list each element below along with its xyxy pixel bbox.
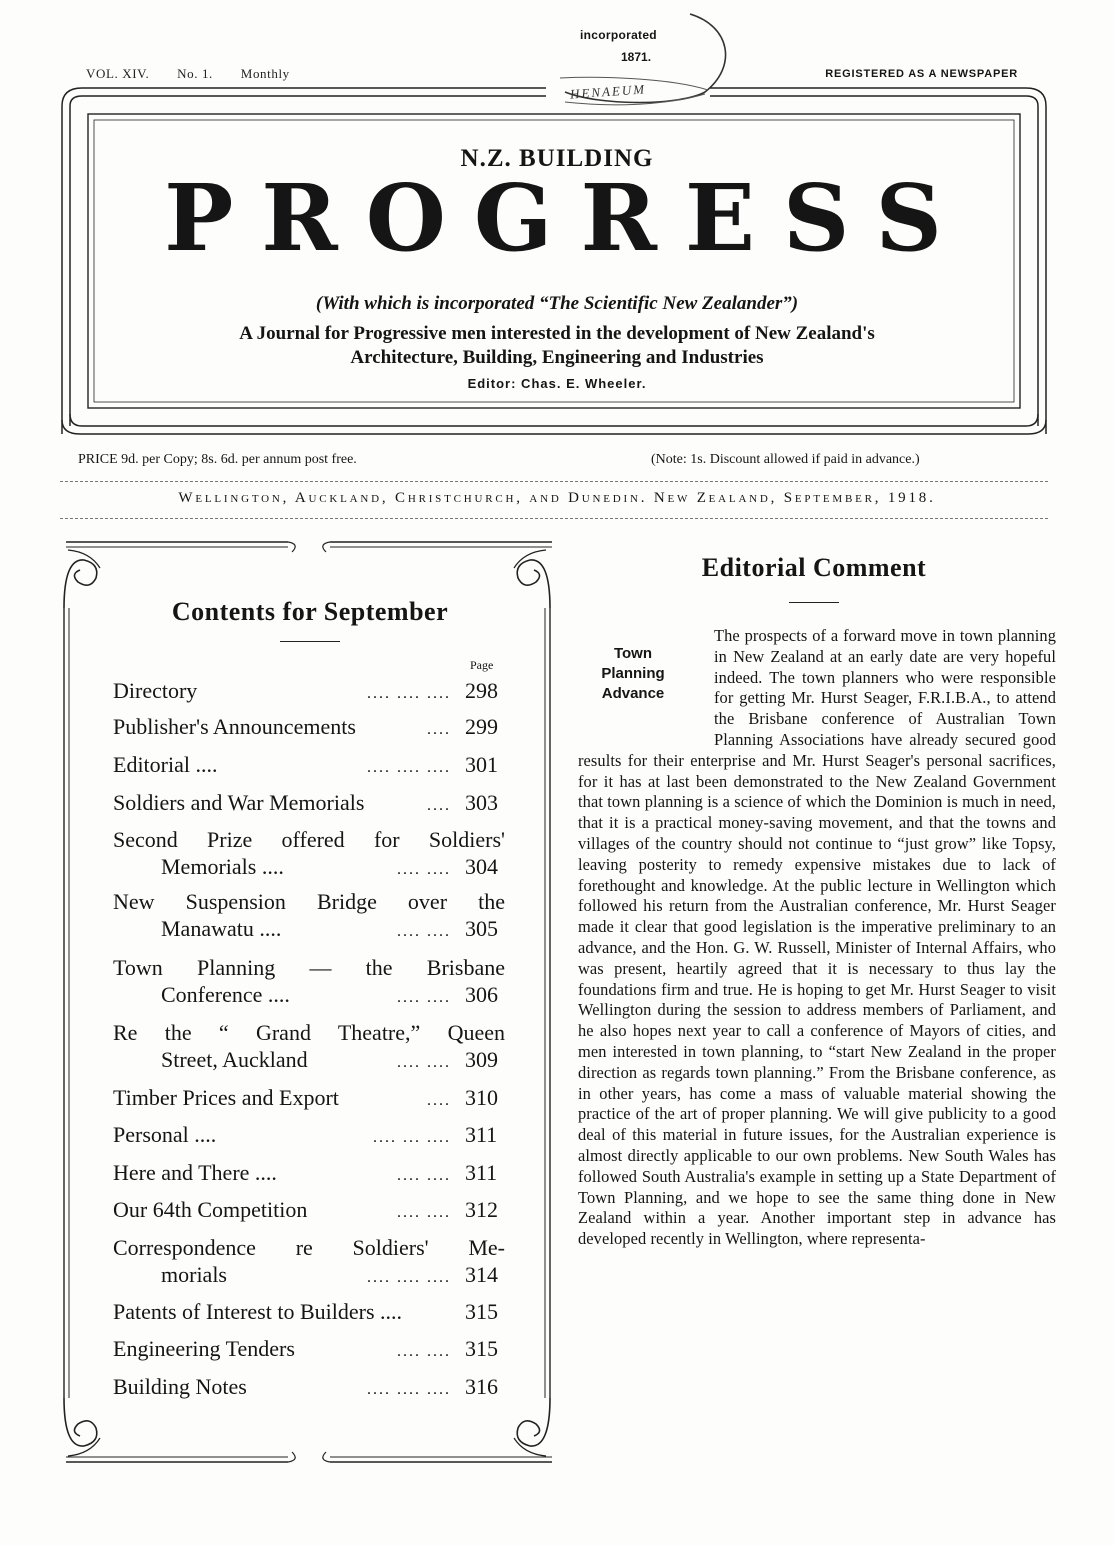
toc-item (113, 1196, 505, 1226)
toc-item (113, 677, 505, 707)
toc-item (113, 1084, 505, 1114)
toc-item (113, 751, 505, 781)
divider-top (60, 481, 1048, 482)
divider-bottom (60, 518, 1048, 519)
toc-item-title: Personal .... (113, 1122, 217, 1147)
masthead-incorporated: (With which is incorporated “The Scientific New Zealander”) (315, 293, 799, 314)
toc-item (113, 1298, 505, 1325)
toc-item-title: Editorial .... (113, 752, 218, 777)
toc-item-title: Directory (113, 678, 198, 703)
toc-item (113, 1121, 505, 1151)
side-heading-space (578, 626, 714, 730)
toc-item (113, 826, 505, 883)
toc-item (113, 1373, 505, 1403)
toc-leader-dots: .... .... (397, 1167, 451, 1184)
masthead-title: PROGRESS (164, 164, 970, 272)
toc-leader-dots: .... .... (397, 1204, 451, 1221)
toc-item-title: New Suspension Bridge over the (113, 889, 505, 914)
toc-leader-dots: .... .... (397, 989, 451, 1006)
toc-item (113, 1159, 505, 1189)
toc-item-title: Re the “ Grand Theatre,” Queen (113, 1020, 505, 1045)
toc-item-title: Patents of Interest to Builders .... (113, 1299, 403, 1324)
toc-page-number: 298 (465, 678, 498, 703)
toc-leader-dots: .... (427, 1092, 451, 1109)
contents-title: Contents for September (171, 597, 449, 626)
stamp-text-athenaeum: HENAEUM (569, 81, 647, 102)
toc-page-number: 309 (465, 1047, 498, 1072)
masthead-tagline (0, 322, 1114, 370)
toc-item-title: Building Notes (113, 1374, 247, 1399)
issue-number: No. 1. (177, 66, 213, 81)
toc-item-title: Our 64th Competition (113, 1197, 308, 1222)
registered-notice: REGISTERED AS A NEWSPAPER (825, 68, 1018, 80)
toc-item-title: Soldiers and War Memorials (113, 790, 365, 815)
toc-item (113, 1335, 505, 1365)
stamp-text-year: 1871. (621, 50, 652, 64)
toc-item (113, 888, 505, 945)
editorial-side-heading: Town Planning Advance (601, 645, 665, 702)
toc-item-title: Correspondence re Soldiers' Me- (113, 1235, 505, 1260)
toc-page-number: 306 (465, 982, 498, 1007)
toc-page-number: 305 (465, 916, 498, 941)
price-text: PRICE 9d. per Copy; 8s. 6d. per annum post free. (78, 452, 357, 467)
stamp-text-incorporated: incorporated (580, 28, 657, 42)
editorial-body (578, 626, 1056, 1250)
toc-page-number: 303 (465, 790, 498, 815)
masthead-editor: Editor: Chas. E. Wheeler. (467, 376, 647, 391)
toc-item-title: Town Planning — the Brisbane (113, 955, 505, 980)
toc-leader-dots: .... .... (397, 861, 451, 878)
toc-item-title-cont: Memorials .... (161, 854, 284, 879)
frequency: Monthly (240, 66, 290, 81)
toc-leader-dots: .... ... .... (373, 1129, 451, 1146)
toc-leader-dots: .... .... (397, 1054, 451, 1071)
toc-leader-dots: .... (427, 797, 451, 814)
toc-item-title: Engineering Tenders (113, 1336, 295, 1361)
toc-leader-dots: .... .... (397, 923, 451, 940)
toc-page-number: 299 (465, 714, 498, 739)
toc-item-title: Publisher's Announcements (113, 714, 356, 739)
toc-page-number: 311 (465, 1122, 498, 1147)
toc-leader-dots: .... .... .... (367, 759, 451, 776)
toc-leader-dots: .... .... .... (367, 685, 451, 702)
tagline-line-2: Architecture, Building, Engineering and Industries (350, 347, 764, 368)
toc-page-number: 301 (465, 752, 498, 777)
toc-page-number: 315 (465, 1299, 498, 1324)
toc-page-number: 314 (465, 1262, 498, 1287)
toc-item-title: Timber Prices and Export (113, 1085, 339, 1110)
toc-item-title-cont: Conference .... (161, 982, 290, 1007)
tagline-line-1: A Journal for Progressive men interested in the development of New Zealand's (239, 323, 875, 344)
contents-title-rule (280, 641, 340, 642)
editorial-title: Editorial Comment (701, 553, 927, 582)
toc-page-number: 312 (465, 1197, 498, 1222)
toc-page-number: 316 (465, 1374, 498, 1399)
toc-page-number: 304 (465, 854, 498, 879)
volume: VOL. XIV. (86, 66, 150, 81)
toc-item-title: Here and There .... (113, 1160, 277, 1185)
toc-item (113, 713, 505, 743)
toc-item-title-cont: Manawatu .... (161, 916, 282, 941)
toc-item (113, 789, 505, 819)
location-dateline: Wellington, Auckland, Christchurch, and Dunedin. New Zealand, September, 1918. (178, 490, 936, 506)
toc-item-title-cont: Street, Auckland (161, 1047, 308, 1072)
issue-info (86, 66, 314, 82)
discount-note: (Note: 1s. Discount allowed if paid in advance.) (651, 452, 920, 467)
page-column-header: Page (470, 658, 494, 672)
toc-page-number: 310 (465, 1085, 498, 1110)
toc-leader-dots: .... .... .... (367, 1381, 451, 1398)
toc-leader-dots: .... (427, 721, 451, 738)
toc-leader-dots: .... .... (397, 1343, 451, 1360)
editorial-title-rule (789, 602, 839, 603)
editorial-text: The prospects of a forward move in town planning in New Zealand at an early date are very hopeful indeed. The town planners who were responsible for getting Mr. Hurst Seager, F.R.I.B.A., to attend the Brisbane conference of Australian Town Planning Associations have already secured good results for their enterprise and Mr. Hurst Seager's personal sacrifices, for it has at last been demonstrated to the New Zealand Government that town planning is a science of which the Dominion is much in need, that it is a practical money-saving movement, and that the towns and villages of the country should not continue to “just grow” like Topsy, leaving posterity to remedy expensive mistakes due to lack of forethought and knowledge. At the public lecture in Wellington which followed his return from the Australian conference, Mr. Hurst Seager made it clear that good legislation is the imperative preliminary to an advance, and the Hon. G. W. Russell, Minister of Internal Affairs, who was present, heartily agreed that it is necessary to thus lay the foundations firm and true. He is hoping to get Mr. Hurst Seager to visit Wellington during the session to address members of Parliament, and he also hopes next year to call a conference of Mayors of cities, and men interested in town planning, to “start New Zealand in the proper direction as regards town planning.” From the Brisbane conference, as in other years, has come a mass of valuable material showing the practice of the art of proper planning. We will give publicity to a good deal of this material in future issues, for the Australian experience is almost directly applicable to our own problems. New South Wales has followed South Australia's example in setting up a State Department of Town Planning, and we hope to see the same thing done in New Zealand within a year. Another important step in advance has developed recently in Wellington, where representa- (578, 626, 1056, 1249)
toc-item (113, 1234, 505, 1291)
toc-item (113, 1019, 505, 1076)
toc-item-title-cont: morials (161, 1262, 227, 1287)
toc-leader-dots: .... .... .... (367, 1269, 451, 1286)
toc-page-number: 311 (465, 1160, 498, 1185)
masthead-pretitle: N.Z. BUILDING (460, 145, 654, 172)
toc-page-number: 315 (465, 1336, 498, 1361)
toc-item-title: Second Prize offered for Soldiers' (113, 827, 505, 852)
toc-item (113, 954, 505, 1011)
